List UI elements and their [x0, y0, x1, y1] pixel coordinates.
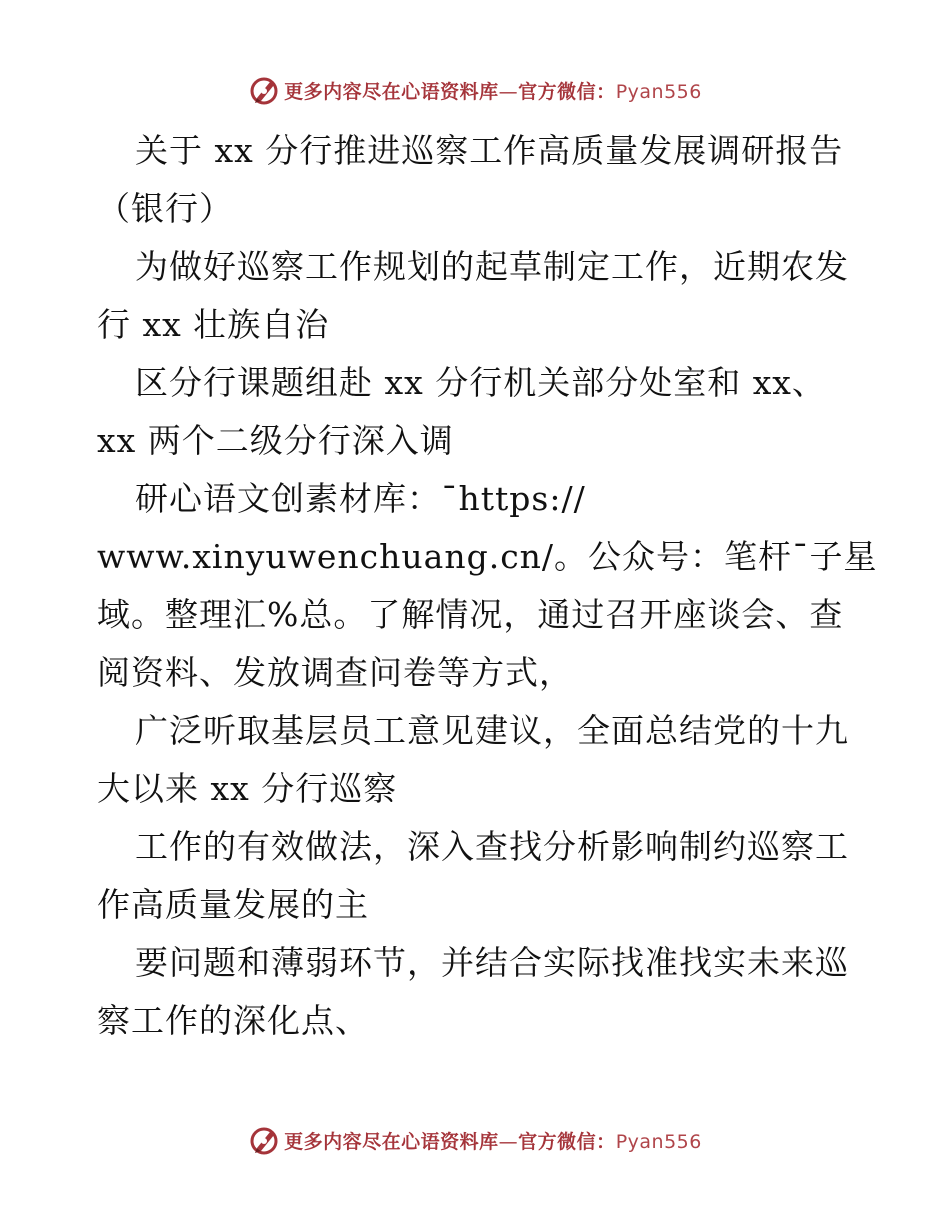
document-line-text: 研心语文创素材库：¯https:// — [135, 479, 586, 518]
document-line — [97, 354, 857, 412]
document-line — [97, 992, 857, 1050]
document-line-text: 要问题和薄弱环节，并结合实际找准找实未来巡 — [135, 943, 849, 982]
document-line — [97, 470, 857, 528]
document-line — [97, 528, 878, 586]
footer-banner — [0, 1120, 950, 1160]
document-line-text: 域。整理汇%总。了解情况，通过召开座谈会、查 — [97, 595, 844, 634]
document-line-text: 作高质量发展的主 — [97, 885, 369, 924]
header-banner — [0, 70, 950, 110]
banner-suffix-text: 官方微信： — [518, 1130, 616, 1153]
document-line-text: 工作的有效做法，深入查找分析影响制约巡察工 — [135, 827, 849, 866]
banner-dash: — — [498, 1130, 519, 1153]
document-line-text: （银行） — [97, 189, 233, 228]
banner-dash: — — [498, 80, 519, 103]
document-line — [97, 586, 857, 644]
document-line-text: 大以来 xx 分行巡察 — [97, 769, 398, 808]
document-line-text: 察工作的深化点、 — [97, 1001, 369, 1040]
document-line — [97, 122, 857, 180]
document-body — [97, 122, 878, 1050]
banner-wechat-id: Pyan556 — [615, 80, 702, 103]
document-line — [97, 818, 857, 876]
pen-circle-logo-icon — [248, 1124, 280, 1156]
document-line — [97, 876, 857, 934]
banner-text — [284, 1127, 702, 1154]
document-line-text: 行 xx 壮族自治 — [97, 305, 330, 344]
document-line-text: 为做好巡察工作规划的起草制定工作，近期农发 — [135, 247, 849, 286]
document-line-text: 阅资料、发放调查问卷等方式， — [97, 653, 573, 692]
document-line — [97, 702, 857, 760]
banner-main-text: 更多内容尽在心语资料库 — [284, 1130, 499, 1153]
document-line — [97, 296, 857, 354]
document-line — [97, 238, 857, 296]
document-line — [97, 412, 857, 470]
banner-suffix-text: 官方微信： — [518, 80, 616, 103]
banner-text — [284, 77, 702, 104]
document-line-text: 区分行课题组赴 xx 分行机关部分处室和 xx、 — [135, 363, 826, 402]
document-line — [97, 760, 857, 818]
document-line — [97, 934, 857, 992]
banner-main-text: 更多内容尽在心语资料库 — [284, 80, 499, 103]
pen-circle-logo-icon — [248, 74, 280, 106]
document-line-text: www.xinyuwenchuang.cn/。公众号：笔杆¯子星 — [97, 537, 878, 576]
banner-wechat-id: Pyan556 — [615, 1130, 702, 1153]
document-line-text: 关于 xx 分行推进巡察工作高质量发展调研报告 — [135, 131, 844, 170]
document-line-text: 广泛听取基层员工意见建议，全面总结党的十九 — [135, 711, 849, 750]
document-line-text: xx 两个二级分行深入调 — [97, 421, 454, 460]
document-line — [97, 180, 857, 238]
document-line — [97, 644, 857, 702]
